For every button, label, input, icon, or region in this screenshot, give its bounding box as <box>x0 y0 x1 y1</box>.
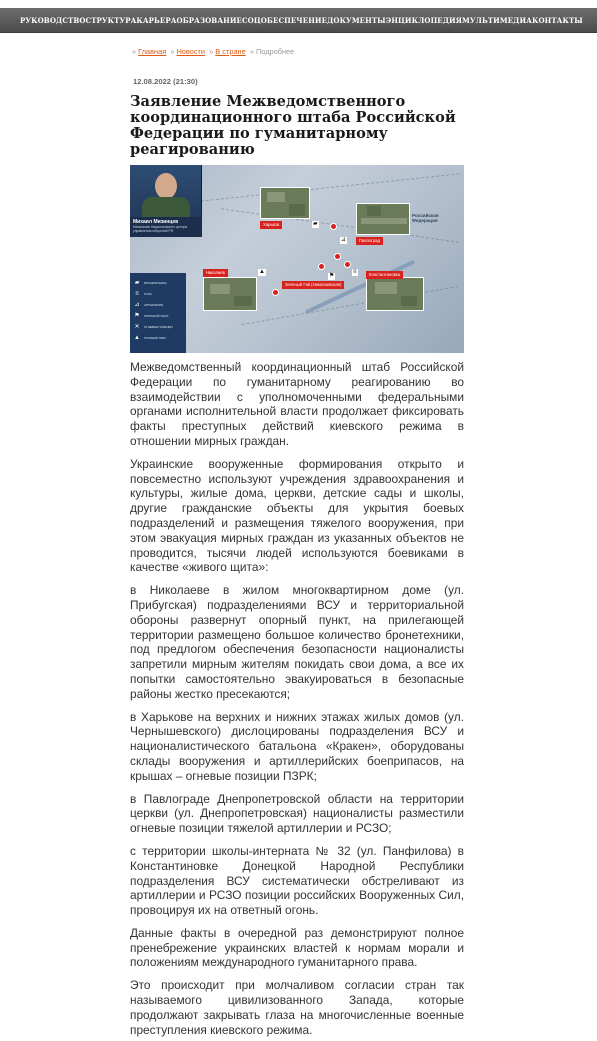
location-pin <box>318 263 325 270</box>
map-legend <box>130 273 186 353</box>
portrait-head <box>155 173 177 199</box>
legend-item <box>133 310 183 321</box>
firing-position-icon: ✕ <box>134 323 140 330</box>
nav-item-career[interactable]: КАРЬЕРА <box>136 15 177 25</box>
city-label-konstantinovka: Константиновка <box>366 271 403 279</box>
nav-item-social-security[interactable]: СОЦОБЕСПЕЧЕНИЕ <box>242 15 328 25</box>
nav-item-education[interactable]: ОБРАЗОВАНИЕ <box>176 15 242 25</box>
top-strip <box>0 0 597 8</box>
artillery-icon: ⊿ <box>134 301 140 308</box>
city-label-zeleny-gai: Зеленый Гай (Николаевская) <box>282 281 344 289</box>
breadcrumb-link-in-country[interactable]: В стране <box>215 47 246 56</box>
article-paragraph: в Николаеве в жилом многоквартирном доме (ул. Прибугская) подразделениями ВСУ и территориальной обороны развернут опорный пункт, на прилегающей территории размещено большое количество бронетехники, под предлогом обеспечения безопасности националисты запретили мирным жителям покидать свои дома, а все их попытки самостоятельно эвакуироваться в безопасные районы жестко пресекаются; <box>130 583 464 701</box>
location-pin <box>334 253 341 260</box>
portrait-role: Начальник Национального центра управления обороной РФ <box>133 225 188 233</box>
article-title: Заявление Межведомственного координационного штаба Российской Федерации по гуманитарному реагированию <box>130 93 456 158</box>
nav-item-encyclopedia[interactable]: ЭНЦИКЛОПЕДИЯ <box>385 15 463 25</box>
satellite-photo-nikolaev <box>203 277 257 311</box>
breadcrumb-link-home[interactable]: Главная <box>138 47 167 56</box>
legend-item <box>133 299 183 310</box>
legend-label: БРОНЕТЕХНИКА <box>144 280 167 285</box>
stronghold-icon: ⚑ <box>329 273 335 279</box>
article-content <box>130 33 464 1037</box>
satellite-photo-pavlograd <box>356 203 410 235</box>
breadcrumb <box>130 47 464 56</box>
legend-label: ПОЗИЦИИ ПЗРК <box>144 335 166 340</box>
missile-icon: ▲ <box>134 334 140 341</box>
legend-item <box>133 332 183 343</box>
location-pin <box>272 289 279 296</box>
legend-label: АРТИЛЛЕРИЯ <box>144 302 163 307</box>
missile-icon: ▲ <box>259 269 265 275</box>
legend-label: ОГНЕВЫЕ ПОЗИЦИИ <box>144 324 173 329</box>
article-paragraph: Межведомственный координационный штаб Российской Федерации по гуманитарному реагированию во взаимодействии с уполномоченными федеральными органами исполнительной власти продолжает фиксировать факты преступных действий киевского режима в отношении мирных граждан. <box>130 360 464 448</box>
official-portrait <box>130 165 202 237</box>
rocket-launcher-icon: ≡ <box>353 269 357 275</box>
rocket-launcher-icon: ≡ <box>135 290 139 297</box>
nav-item-structure[interactable]: СТРУКТУРА <box>85 15 137 25</box>
location-pin <box>344 261 351 268</box>
map-border-line <box>201 173 460 201</box>
nav-item-multimedia[interactable]: МУЛЬТИМЕДИА <box>462 15 532 25</box>
legend-item <box>133 277 183 288</box>
city-label-pavlograd: Павлоград <box>356 237 383 245</box>
portrait-caption <box>130 217 202 237</box>
article-paragraph: Украинские вооруженные формирования открыто и повсеместно используют учреждения здравоохранения и культуры, жилые дома, церкви, детские сады и школы, другие гражданские объекты для укрытия боевых подразделений и размещения тяжелого вооружения, при этом эвакуация мирных граждан из указанных объектов не проводится, тысячи людей используются боевиками в качестве «живого щита»: <box>130 456 464 575</box>
article-paragraph: Это происходит при молчаливом согласии стран так называемого цивилизованного Запада, которые продолжают закрывать глаза на многочисленные военные преступления киевского режима. <box>130 978 464 1037</box>
breadcrumb-separator: » <box>132 47 137 56</box>
nav-item-leadership[interactable]: РУКОВОДСТВО <box>20 15 86 25</box>
artillery-icon: ⊿ <box>341 237 347 243</box>
article-paragraph: в Павлограде Днепропетровской области на территории церкви (ул. Днепропетровская) националисты разместили огневые позиции тяжелой артиллерии и РСЗО; <box>130 791 464 836</box>
satellite-photo-konstantinovka <box>366 277 424 311</box>
nav-item-contacts[interactable]: КОНТАКТЫ <box>531 15 583 25</box>
main-navigation <box>0 8 597 33</box>
breadcrumb-separator: » <box>209 47 214 56</box>
breadcrumb-separator: » <box>249 47 254 56</box>
nav-item-documents[interactable]: ДОКУМЕНТЫ <box>327 15 386 25</box>
legend-item <box>133 288 183 299</box>
breadcrumb-current: Подробнее <box>255 47 295 56</box>
location-pin <box>330 223 337 230</box>
article-paragraph: Данные факты в очередной раз демонстрируют полное пренебрежение украинских властей к нормам морали и положениям международного гуманитарного права. <box>130 925 464 970</box>
city-label-kharkiv: Харьков <box>260 221 282 229</box>
portrait-name: Михаил Мизинцев <box>133 219 179 225</box>
article-date: 12.08.2022 (21:30) <box>133 77 198 86</box>
stronghold-icon: ⚑ <box>134 312 140 319</box>
breadcrumb-separator: » <box>170 47 175 56</box>
city-label-nikolaev: Николаев <box>203 269 228 277</box>
legend-label: ОПОРНЫЙ ПУНКТ <box>144 313 169 318</box>
legend-item <box>133 321 183 332</box>
tank-icon: ▰ <box>313 221 318 227</box>
article-map-image[interactable] <box>130 165 464 353</box>
country-label: Российская Федерация <box>412 213 439 223</box>
article-paragraph: в Харькове на верхних и нижних этажах жилых домов (ул. Чернышевского) дислоцированы подразделения ВСУ и националистического батальона «Кракен», оборудованы склады вооружения и артиллерийских боеприпасов, на крышах – огневые позиции ПЗРК; <box>130 709 464 783</box>
breadcrumb-link-news[interactable]: Новости <box>176 47 206 56</box>
tank-icon: ▰ <box>134 279 140 286</box>
legend-label: РСЗО <box>144 291 152 296</box>
satellite-photo-kharkiv <box>260 187 310 219</box>
article-paragraph: с территории школы-интерната № 32 (ул. Панфилова) в Константиновке Донецкой Народной Республики подразделения ВСУ систематически обстреливают из артиллерии и РСЗО позиции российских Вооруженных Сил, провоцируя их на ответный огонь. <box>130 843 464 918</box>
